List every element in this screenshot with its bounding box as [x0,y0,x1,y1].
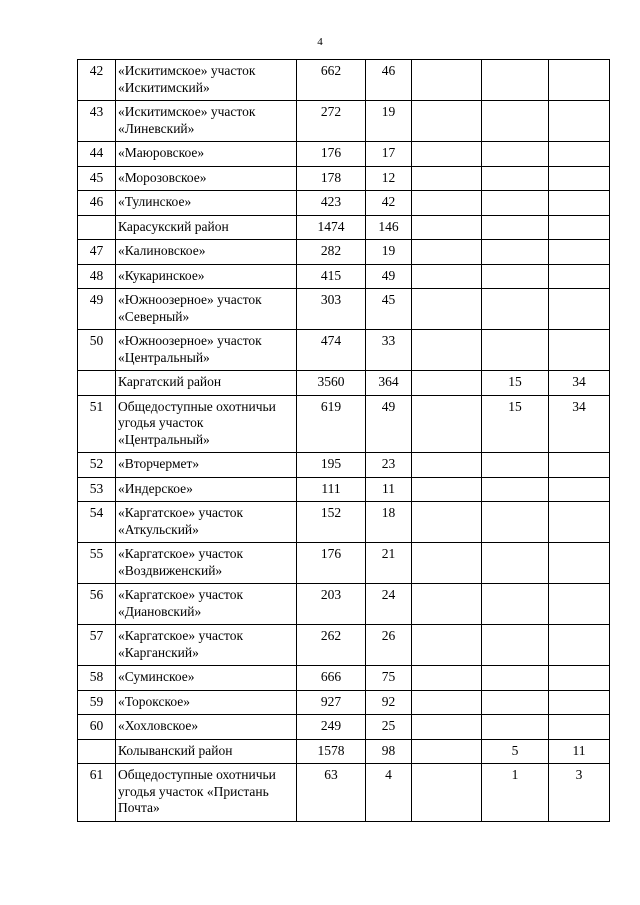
count-cell: 4 [366,764,412,822]
empty-cell [412,739,482,764]
ground-name-cell: Колыванский район [116,739,297,764]
empty-cell [412,215,482,240]
table-row [78,371,610,396]
row-number-cell: 56 [78,584,116,625]
quota-cell [482,142,549,167]
limit-cell [549,690,610,715]
row-number-cell: 43 [78,101,116,142]
empty-cell [412,166,482,191]
quota-cell [482,264,549,289]
count-cell: 19 [366,240,412,265]
row-number-cell: 54 [78,502,116,543]
empty-cell [412,60,482,101]
ground-name-cell: «Каргатское» участок «Карганский» [116,625,297,666]
quota-cell: 15 [482,371,549,396]
count-cell: 49 [366,264,412,289]
count-cell: 24 [366,584,412,625]
quota-cell [482,60,549,101]
quota-cell [482,715,549,740]
area-cell: 195 [297,453,366,478]
quota-cell: 15 [482,395,549,453]
count-cell: 146 [366,215,412,240]
limit-cell [549,191,610,216]
limit-cell [549,453,610,478]
table-row [78,215,610,240]
empty-cell [412,543,482,584]
table-row [78,715,610,740]
page-number: 4 [317,36,323,48]
table-row [78,60,610,101]
row-number-cell: 60 [78,715,116,740]
count-cell: 98 [366,739,412,764]
count-cell: 42 [366,191,412,216]
area-cell: 249 [297,715,366,740]
count-cell: 92 [366,690,412,715]
area-cell: 176 [297,543,366,584]
quota-cell [482,191,549,216]
count-cell: 21 [366,543,412,584]
count-cell: 25 [366,715,412,740]
limit-cell [549,215,610,240]
limit-cell [549,289,610,330]
quota-cell [482,690,549,715]
limit-cell [549,101,610,142]
row-number-cell: 47 [78,240,116,265]
limit-cell [549,543,610,584]
limit-cell: 3 [549,764,610,822]
area-cell: 203 [297,584,366,625]
area-cell: 111 [297,477,366,502]
ground-name-cell: «Каргатское» участок «Воздвиженский» [116,543,297,584]
table-row [78,739,610,764]
count-cell: 17 [366,142,412,167]
limit-cell: 34 [549,395,610,453]
table-row [78,625,610,666]
ground-name-cell: Каргатский район [116,371,297,396]
empty-cell [412,371,482,396]
count-cell: 75 [366,666,412,691]
row-number-cell: 50 [78,330,116,371]
row-number-cell: 61 [78,764,116,822]
limit-cell [549,142,610,167]
area-cell: 176 [297,142,366,167]
quota-cell: 5 [482,739,549,764]
quota-cell [482,584,549,625]
area-cell: 262 [297,625,366,666]
quota-cell [482,240,549,265]
table-row [78,166,610,191]
ground-name-cell: «Маюровское» [116,142,297,167]
empty-cell [412,191,482,216]
table-row [78,101,610,142]
count-cell: 19 [366,101,412,142]
empty-cell [412,330,482,371]
table-row [78,240,610,265]
count-cell: 46 [366,60,412,101]
table-row [78,584,610,625]
empty-cell [412,453,482,478]
row-number-cell: 45 [78,166,116,191]
limit-cell: 34 [549,371,610,396]
limit-cell [549,477,610,502]
area-cell: 619 [297,395,366,453]
ground-name-cell: «Суминское» [116,666,297,691]
row-number-cell [78,215,116,240]
quota-cell [482,289,549,330]
empty-cell [412,625,482,666]
row-number-cell: 44 [78,142,116,167]
ground-name-cell: «Морозовское» [116,166,297,191]
count-cell: 364 [366,371,412,396]
empty-cell [412,264,482,289]
row-number-cell: 48 [78,264,116,289]
quota-cell [482,502,549,543]
count-cell: 45 [366,289,412,330]
ground-name-cell: Общедоступные охотничьи угодья участок «Пристань Почта» [116,764,297,822]
quota-cell [482,166,549,191]
limit-cell [549,715,610,740]
empty-cell [412,584,482,625]
ground-name-cell: «Тулинское» [116,191,297,216]
limit-cell [549,584,610,625]
ground-name-cell: Карасукский район [116,215,297,240]
empty-cell [412,142,482,167]
table-row [78,395,610,453]
ground-name-cell: «Калиновское» [116,240,297,265]
ground-name-cell: «Индерское» [116,477,297,502]
quota-cell [482,215,549,240]
row-number-cell: 42 [78,60,116,101]
area-cell: 3560 [297,371,366,396]
table-row [78,477,610,502]
row-number-cell: 52 [78,453,116,478]
row-number-cell: 55 [78,543,116,584]
limit-cell [549,240,610,265]
count-cell: 11 [366,477,412,502]
limit-cell [549,625,610,666]
empty-cell [412,764,482,822]
count-cell: 23 [366,453,412,478]
table-row [78,690,610,715]
table-row [78,191,610,216]
quota-cell [482,330,549,371]
empty-cell [412,395,482,453]
quota-cell: 1 [482,764,549,822]
empty-cell [412,502,482,543]
area-cell: 178 [297,166,366,191]
empty-cell [412,690,482,715]
area-cell: 282 [297,240,366,265]
quota-cell [482,543,549,584]
ground-name-cell: «Искитимское» участок «Искитимский» [116,60,297,101]
count-cell: 18 [366,502,412,543]
table-row [78,543,610,584]
area-cell: 152 [297,502,366,543]
area-cell: 662 [297,60,366,101]
quota-cell [482,453,549,478]
ground-name-cell: Общедоступные охотничьи угодья участок «Центральный» [116,395,297,453]
area-cell: 666 [297,666,366,691]
area-cell: 423 [297,191,366,216]
table-row [78,264,610,289]
limit-cell [549,166,610,191]
count-cell: 33 [366,330,412,371]
quota-cell [482,625,549,666]
limit-cell: 11 [549,739,610,764]
quota-cell [482,101,549,142]
area-cell: 63 [297,764,366,822]
table-row [78,453,610,478]
table-row [78,330,610,371]
ground-name-cell: «Каргатское» участок «Аткульский» [116,502,297,543]
area-cell: 1474 [297,215,366,240]
empty-cell [412,101,482,142]
table-row [78,666,610,691]
row-number-cell: 53 [78,477,116,502]
row-number-cell: 46 [78,191,116,216]
count-cell: 12 [366,166,412,191]
empty-cell [412,289,482,330]
empty-cell [412,240,482,265]
row-number-cell: 59 [78,690,116,715]
limit-cell [549,666,610,691]
ground-name-cell: «Хохловское» [116,715,297,740]
table-row [78,142,610,167]
ground-name-cell: «Кукаринское» [116,264,297,289]
area-cell: 415 [297,264,366,289]
area-cell: 927 [297,690,366,715]
limit-cell [549,330,610,371]
ground-name-cell: «Южноозерное» участок «Северный» [116,289,297,330]
ground-name-cell: «Искитимское» участок «Линевский» [116,101,297,142]
row-number-cell: 49 [78,289,116,330]
ground-name-cell: «Каргатское» участок «Диановский» [116,584,297,625]
hunting-grounds-table [77,59,610,822]
area-cell: 272 [297,101,366,142]
count-cell: 26 [366,625,412,666]
row-number-cell: 51 [78,395,116,453]
empty-cell [412,666,482,691]
row-number-cell: 58 [78,666,116,691]
ground-name-cell: «Южноозерное» участок «Центральный» [116,330,297,371]
table-row [78,502,610,543]
table-row [78,764,610,822]
area-cell: 1578 [297,739,366,764]
ground-name-cell: «Вторчермет» [116,453,297,478]
quota-cell [482,666,549,691]
area-cell: 303 [297,289,366,330]
ground-name-cell: «Торокское» [116,690,297,715]
empty-cell [412,477,482,502]
area-cell: 474 [297,330,366,371]
quota-cell [482,477,549,502]
table-row [78,289,610,330]
limit-cell [549,264,610,289]
row-number-cell [78,739,116,764]
limit-cell [549,502,610,543]
limit-cell [549,60,610,101]
count-cell: 49 [366,395,412,453]
row-number-cell [78,371,116,396]
row-number-cell: 57 [78,625,116,666]
empty-cell [412,715,482,740]
